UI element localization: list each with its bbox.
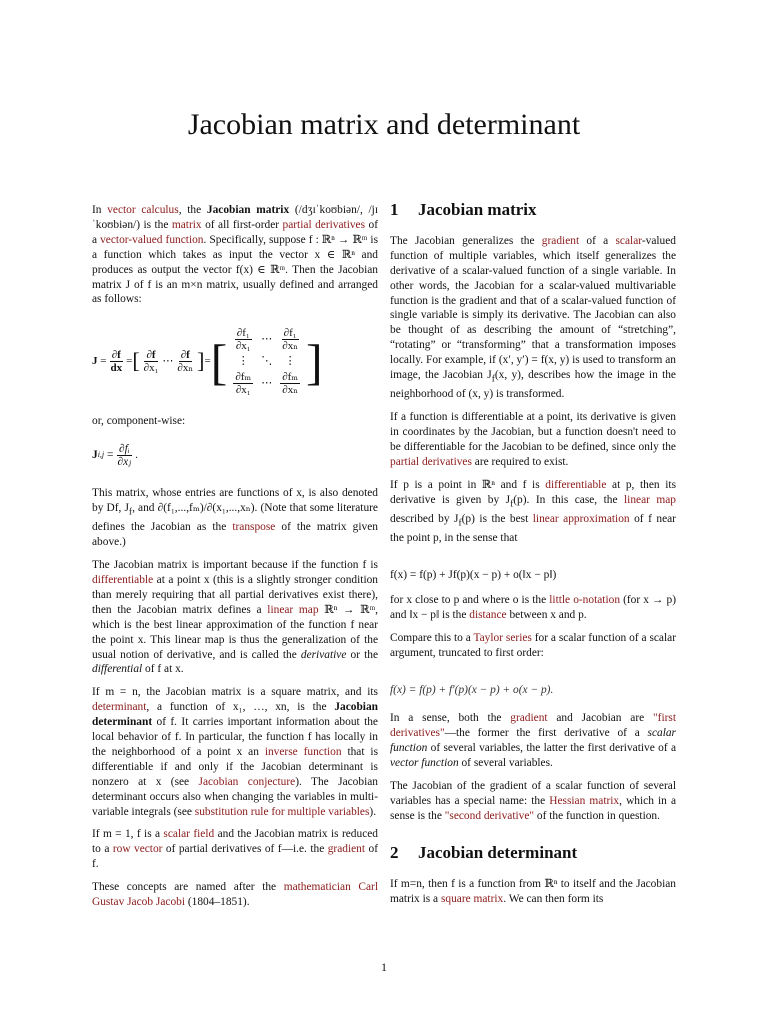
scalar-field-paragraph: If m = 1, f is a scalar field and the Jacobian matrix is reduced to a row vector of partial derivatives of f—i.e. the gradient of f. (92, 828, 378, 871)
linear-approx-equation: f(x) = f(p) + Jf(p)(x − p) + o(‖x − p‖) (390, 568, 557, 581)
link-partial-derivatives[interactable]: partial derivatives (282, 218, 366, 231)
link-square-matrix[interactable]: square matrix (440, 892, 504, 905)
link-scalar[interactable]: scalar (615, 234, 642, 247)
link-gradient[interactable]: gradient (327, 843, 366, 856)
link-linear-map-r[interactable]: linear map (623, 493, 676, 506)
page-title: Jacobian matrix and determinant (187, 108, 581, 141)
left-column (92, 203, 378, 918)
link-substitution-rule[interactable]: substitution rule for multiple variables (194, 805, 370, 818)
section-2-heading: 2 Jacobian determinant (390, 842, 578, 862)
link-jacobi[interactable]: mathematician Carl Gustav Jacob Jacobi (92, 881, 378, 909)
link-scalar-field[interactable]: scalar field (163, 828, 215, 841)
link-matrix[interactable]: matrix (171, 218, 202, 231)
importance-paragraph: The Jacobian matrix is important because if the function f is differentiable at a point x (this is a slightly stronger condition than merely requiring that all partial derivatives exist there), then the Jacobian matrix defines a linear map ℝⁿ → ℝᵐ, which is the best linear approximation of the function f near the point x. This linear map is thus the generalization of the usual notion of derivative, and is called the derivative or the differential of f at x. (92, 559, 378, 676)
link-hessian-matrix[interactable]: Hessian matrix (549, 794, 620, 807)
link-inverse-function[interactable]: inverse function (264, 745, 342, 758)
little-o-paragraph: for x close to p and where o is the little o-notation (for x → p) and ‖x − p‖ is the distance between x and p. (390, 593, 676, 621)
link-differentiable[interactable]: differentiable (92, 573, 154, 586)
point-paragraph: If p is a point in ℝⁿ and f is differentiable at p, then its derivative is given by $J_f(p)$. In this case, the linear map described by $J_f(p)$ is the best linear approximation of f near the point p, in the sense that (390, 478, 677, 545)
notation-paragraph: This matrix, whose entries are functions of x, is also denoted by Df, $J_f$, and ∂(f₁,...,fₘ)/∂(x₁,...,xₙ). (Note that some literature defines the Jacobian as the transpose of the matrix given above.) (92, 487, 378, 549)
intro-paragraph: In vector calculus, the Jacobian matrix (/dʒɪˈkoʊbiən/, /jɪˈkoʊbiən/) is the matrix of all first-order partial derivatives of a vector-valued function. Specifically, suppose f : ℝⁿ → ℝᵐ is a function which takes as input the vector x ∈ ℝⁿ and produces as output the vector f(x) ∈ ℝᵐ. Then the Jacobian matrix J of f is an m×n matrix, usually defined and arranged as follows: (92, 204, 379, 306)
link-jacobian-conjecture[interactable]: Jacobian conjecture (198, 775, 296, 788)
component-wise-text: or, component-wise: (92, 415, 186, 428)
component-wise-equation: J i,j = $\frac{\text{∂fᵢ}}{\text{∂xⱼ}}$ . (92, 443, 139, 469)
link-transpose[interactable]: transpose (232, 521, 276, 534)
square-matrix-paragraph: If m = n, the Jacobian matrix is a square matrix, and its determinant, a function of x₁, …, xn, is the Jacobian determinant of f. It carries important information about the local behavior of f. In particular, the function f has locally in the neighborhood of a point x an inverse function that is differentiable if and only if the Jacobian determinant is nonzero at x (see Jacobian conjecture). The Jacobian determinant occurs also when changing the variables in multi-variable integrals (see substitution rule for multiple variables). (92, 686, 379, 818)
link-differentiable-r[interactable]: differentiable (545, 478, 607, 491)
link-row-vector[interactable]: row vector (112, 843, 163, 856)
first-derivatives-paragraph: In a sense, both the gradient and Jacobian are "first derivatives"—the former the first derivative of a scalar function of several variables, the latter the first derivative of a vector function of several variables. (390, 712, 676, 770)
link-linear-approximation[interactable]: linear approximation (532, 512, 630, 525)
term-jacobian-matrix: Jacobian matrix (206, 204, 290, 216)
link-distance[interactable]: distance (469, 608, 507, 621)
link-vector-valued-function[interactable]: vector-valued function (100, 233, 204, 246)
hessian-paragraph: The Jacobian of the gradient of a scalar function of several variables has a special name: the Hessian matrix, which in a sense is the "second derivative" of the function in question. (390, 780, 676, 822)
taylor-paragraph: Compare this to a Taylor series for a scalar function of a scalar argument, truncated to first order: (390, 631, 677, 659)
determinant-paragraph: If m=n, then f is a function from ℝⁿ to itself and the Jacobian matrix is a square matrix. We can then form its (390, 877, 676, 905)
link-little-o-notation[interactable]: little o-notation (549, 593, 621, 606)
link-vector-calculus[interactable]: vector calculus (107, 204, 179, 216)
generalization-paragraph: The Jacobian generalizes the gradient of a scalar-valued function of multiple variables, which itself generalizes the derivative of a scalar-valued function of a single variable. In other words, the Jacobian for a scalar-valued multivariable function is the gradient and that of a scalar-valued function of single variable is simply its derivative. The Jacobian can also be thought of as describing the amount of “stretching”, “rotating” or “transforming” that a transformation imposes locally. For example, if (x′, y′) = f(x, y) is used to transform an image, the Jacobian $J_f(x$, y), describes how the image in the neighborhood of (x, y) is transformed. (390, 234, 676, 401)
link-partial-derivatives-r[interactable]: partial derivatives (390, 455, 472, 468)
jacobian-matrix-equation: J = $\frac{\partial f}{dx}$ = [ $\frac{\partial f}{\text{∂x₁}}$ ⋯ $\frac{\partial f}{\text{∂xₙ}}$ ] = [ $\frac{\text{∂f₁}}{\text{∂x₁}}$ ⋯ $\frac{\text{∂f₁}}{\text{∂xₙ}}$ ⋮ ⋱ ⋮ $\frac{\text{∂fₘ}}{\text{∂x₁}}$ ⋯ $\frac{\text{∂fₘ}}{\text{∂xₙ}}$ ] (92, 327, 323, 397)
link-linear-map[interactable]: linear map (267, 603, 319, 616)
differentiability-paragraph: If a function is differentiable at a point, its derivative is given in coordinates by the Jacobian, but a function doesn't need to be differentiable for the Jacobian to be defined, since only the partial derivatives are required to exist. (390, 411, 676, 468)
naming-paragraph: These concepts are named after the mathematician Carl Gustav Jacob Jacobi (1804–1851). (92, 881, 378, 909)
link-first-derivatives[interactable]: "first derivatives" (390, 712, 676, 740)
link-determinant[interactable]: determinant (92, 701, 147, 714)
section-1-heading: 1 Jacobian matrix (390, 200, 537, 219)
link-taylor-series[interactable]: Taylor series (473, 631, 532, 644)
taylor-equation: f(x) = f(p) + f′(p)(x − p) + o(x − p). (390, 683, 554, 696)
right-column (390, 200, 677, 914)
jacobian-matrix-entries: $\frac{\text{∂f₁}}{\text{∂x₁}}$ ⋯ $\frac{\text{∂f₁}}{\text{∂xₙ}}$ ⋮ ⋱ ⋮ $\frac{\text{∂fₘ}}{\text{∂x₁}}$ ⋯ $\frac{\text{∂fₘ}}{\text{∂xₙ}}$ (235, 327, 299, 397)
link-second-derivative[interactable]: "second derivative" (444, 809, 535, 822)
link-gradient-r2[interactable]: gradient (510, 712, 548, 725)
page-number: 1 (381, 960, 387, 974)
link-gradient-r[interactable]: gradient (541, 234, 580, 247)
